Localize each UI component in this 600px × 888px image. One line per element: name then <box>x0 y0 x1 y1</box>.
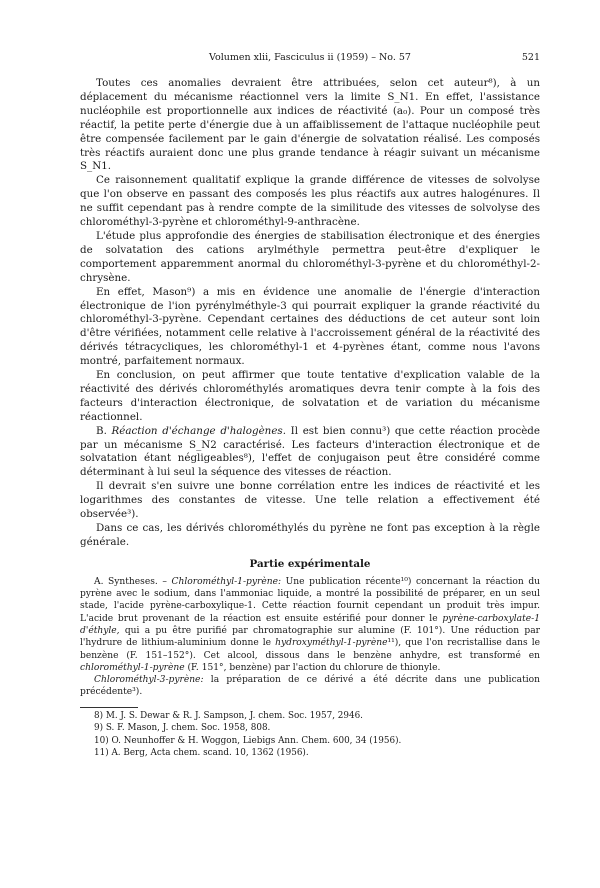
page-number: 521 <box>521 52 540 63</box>
footnote-number: 9) <box>94 723 104 734</box>
synthesis-text-4: (F. 151°, benzène) par l'action du chlorure de thionyle. <box>184 662 441 673</box>
footnote-text: O. Neunhoffer & H. Woggon, Liebigs Ann. Chem. 600, 34 (1956). <box>111 735 402 746</box>
paragraph-3: L'étude plus approfondie des énergies de stabilisation électronique et des énergies de solvatation des cations arylméthyle permettra peut-être d'expliquer le comportement apparemment anormal du chlorométhyl-3-pyrène et du chlorométhyl-2-chrysène. <box>80 229 540 284</box>
paragraph-1: Toutes ces anomalies devraient être attribuées, selon cet auteur⁸), à un déplacement du mécanisme réactionnel vers la limite S_N1. En effet, l'assistance nucléophile est proportionnelle aux indices de réactivité (a₀). Pour un composé très réactif, la petite perte d'énergie due à un affaiblissement de l'attaque nucléophile peut être compensée facilement par le gain d'énergie de solvatation réalisé. Les composés très réactifs auraient donc une plus grande tendance à réagir suivant un mécanisme S_N1. <box>80 77 540 173</box>
footnote-divider <box>80 707 138 708</box>
chloride-name: chlorométhyl-1-pyrène <box>80 662 185 673</box>
paragraph-2: Ce raisonnement qualitatif explique la grande différence de vitesses de solvolyse que l'on observe en passant des composés les plus réactifs aux autres halogénures. Il ne suffit cependant pas à rendre compte de la similitude des vitesses de solvolyse des chlorométhyl-3-pyrène et chlorométhyl-9-anthracène. <box>80 174 540 229</box>
synthesis-text-1: Une publication récente¹⁰) concernant la réaction du pyrène avec le sodium, dans l'ammoniac liquide, a montré la possibilité de préparer, en un seul stade, l'acide pyrène-carboxylique-1. Cette réaction fournit cependant un produit très impur. L'acide brut provenant de la réaction est ensuite estérifié pour donner le <box>80 576 540 624</box>
synthesis-text-2: qui a pu être purifié par chromatographie sur alumine (F. 101°). Une réduction par l'hydrure de lithium-aluminium donne le <box>80 625 540 649</box>
paragraph-5: En conclusion, on peut affirmer que toute tentative d'explication valable de la réactivité des dérivés chlorométhylés aromatiques devra tenir compte à la fois des facteurs d'interaction électronique, de solvatation et de variation du mécanisme réactionnel. <box>80 369 540 423</box>
running-header <box>80 52 540 66</box>
ester-name: pyrène-carboxylate-1 d'éthyle, <box>80 613 540 636</box>
footnote <box>80 722 540 735</box>
paragraph-6-lead: B. <box>96 424 112 437</box>
footnote-number: 8) <box>94 710 104 721</box>
footnotes <box>80 710 540 760</box>
section-title: Partie expérimentale <box>249 557 371 570</box>
footnote-text: S. F. Mason, J. chem. Soc. 1958, 808. <box>105 723 271 734</box>
paragraph-6 <box>80 425 540 481</box>
footnote <box>80 747 540 760</box>
footnote <box>80 735 540 748</box>
running-title: Volumen xlii, Fasciculus ii (1959) – No. 57 <box>209 52 411 63</box>
synthesis-paragraph-b <box>80 674 540 699</box>
experimental-section <box>80 576 540 699</box>
synthesis-label: A. Syntheses. – <box>94 576 172 587</box>
footnote-number: 11) <box>94 748 109 759</box>
footnote-number: 10) <box>94 735 109 746</box>
compound-name-1: Chlorométhyl-1-pyrène: <box>171 576 282 587</box>
compound-name-3: Chlorométhyl-3-pyrène: <box>94 675 204 686</box>
paragraph-6-text: Il est bien connu³) que cette réaction procède par un mécanisme S_N2 caractérisé. Les facteurs d'interaction électronique et de solvatation étant négligeables⁸), l'effet de conjugaison peut être considéré comme déterminant à lui seul la séquence des vitesses de réaction. <box>80 424 540 479</box>
footnote <box>80 710 540 723</box>
paragraph-7: Il devrait s'en suivre une bonne corrélation entre les indices de réactivité et les logarithmes des constantes de vitesse. Une telle relation a effectivement été observée³). <box>80 480 540 521</box>
synthesis-text-b: la préparation de ce dérivé a été décrite dans une publication précédente³). <box>80 675 540 698</box>
footnote-text: M. J. S. Dewar & R. J. Sampson, J. chem. Soc. 1957, 2946. <box>105 710 363 721</box>
paragraph-6-heading: Réaction d'échange d'halogènes. <box>111 424 286 437</box>
footnote-text: A. Berg, Acta chem. scand. 10, 1362 (1956). <box>111 748 309 759</box>
article-body <box>80 77 540 760</box>
synthesis-text-3: ¹¹), que l'on recristallise dans le benzène (F. 151–152°). Cet alcool, dissous dans le benzène anhydre, est transformé en <box>80 638 540 661</box>
alcohol-name: hydroxyméthyl-1-pyrène <box>275 638 388 649</box>
synthesis-paragraph-a <box>80 576 540 674</box>
paragraph-8: Dans ce cas, les dérivés chlorométhylés du pyrène ne font pas exception à la règle générale. <box>80 522 540 548</box>
paragraph-4: En effet, Mason⁹) a mis en évidence une anomalie de l'énergie d'interaction électronique de l'ion pyrénylméthyle-3 qui pourrait expliquer la grande réactivité du chlorométhyl-3-pyrène. Cependant certaines des déductions de cet auteur sont loin d'être vérifiées, notamment celle relative à l'accroissement général de la réactivité des dérivés tétracycliques, les chlorométhyl-1 et 4-pyrènes étant, comme nous l'avons montré, parfaitement normaux. <box>80 285 540 368</box>
